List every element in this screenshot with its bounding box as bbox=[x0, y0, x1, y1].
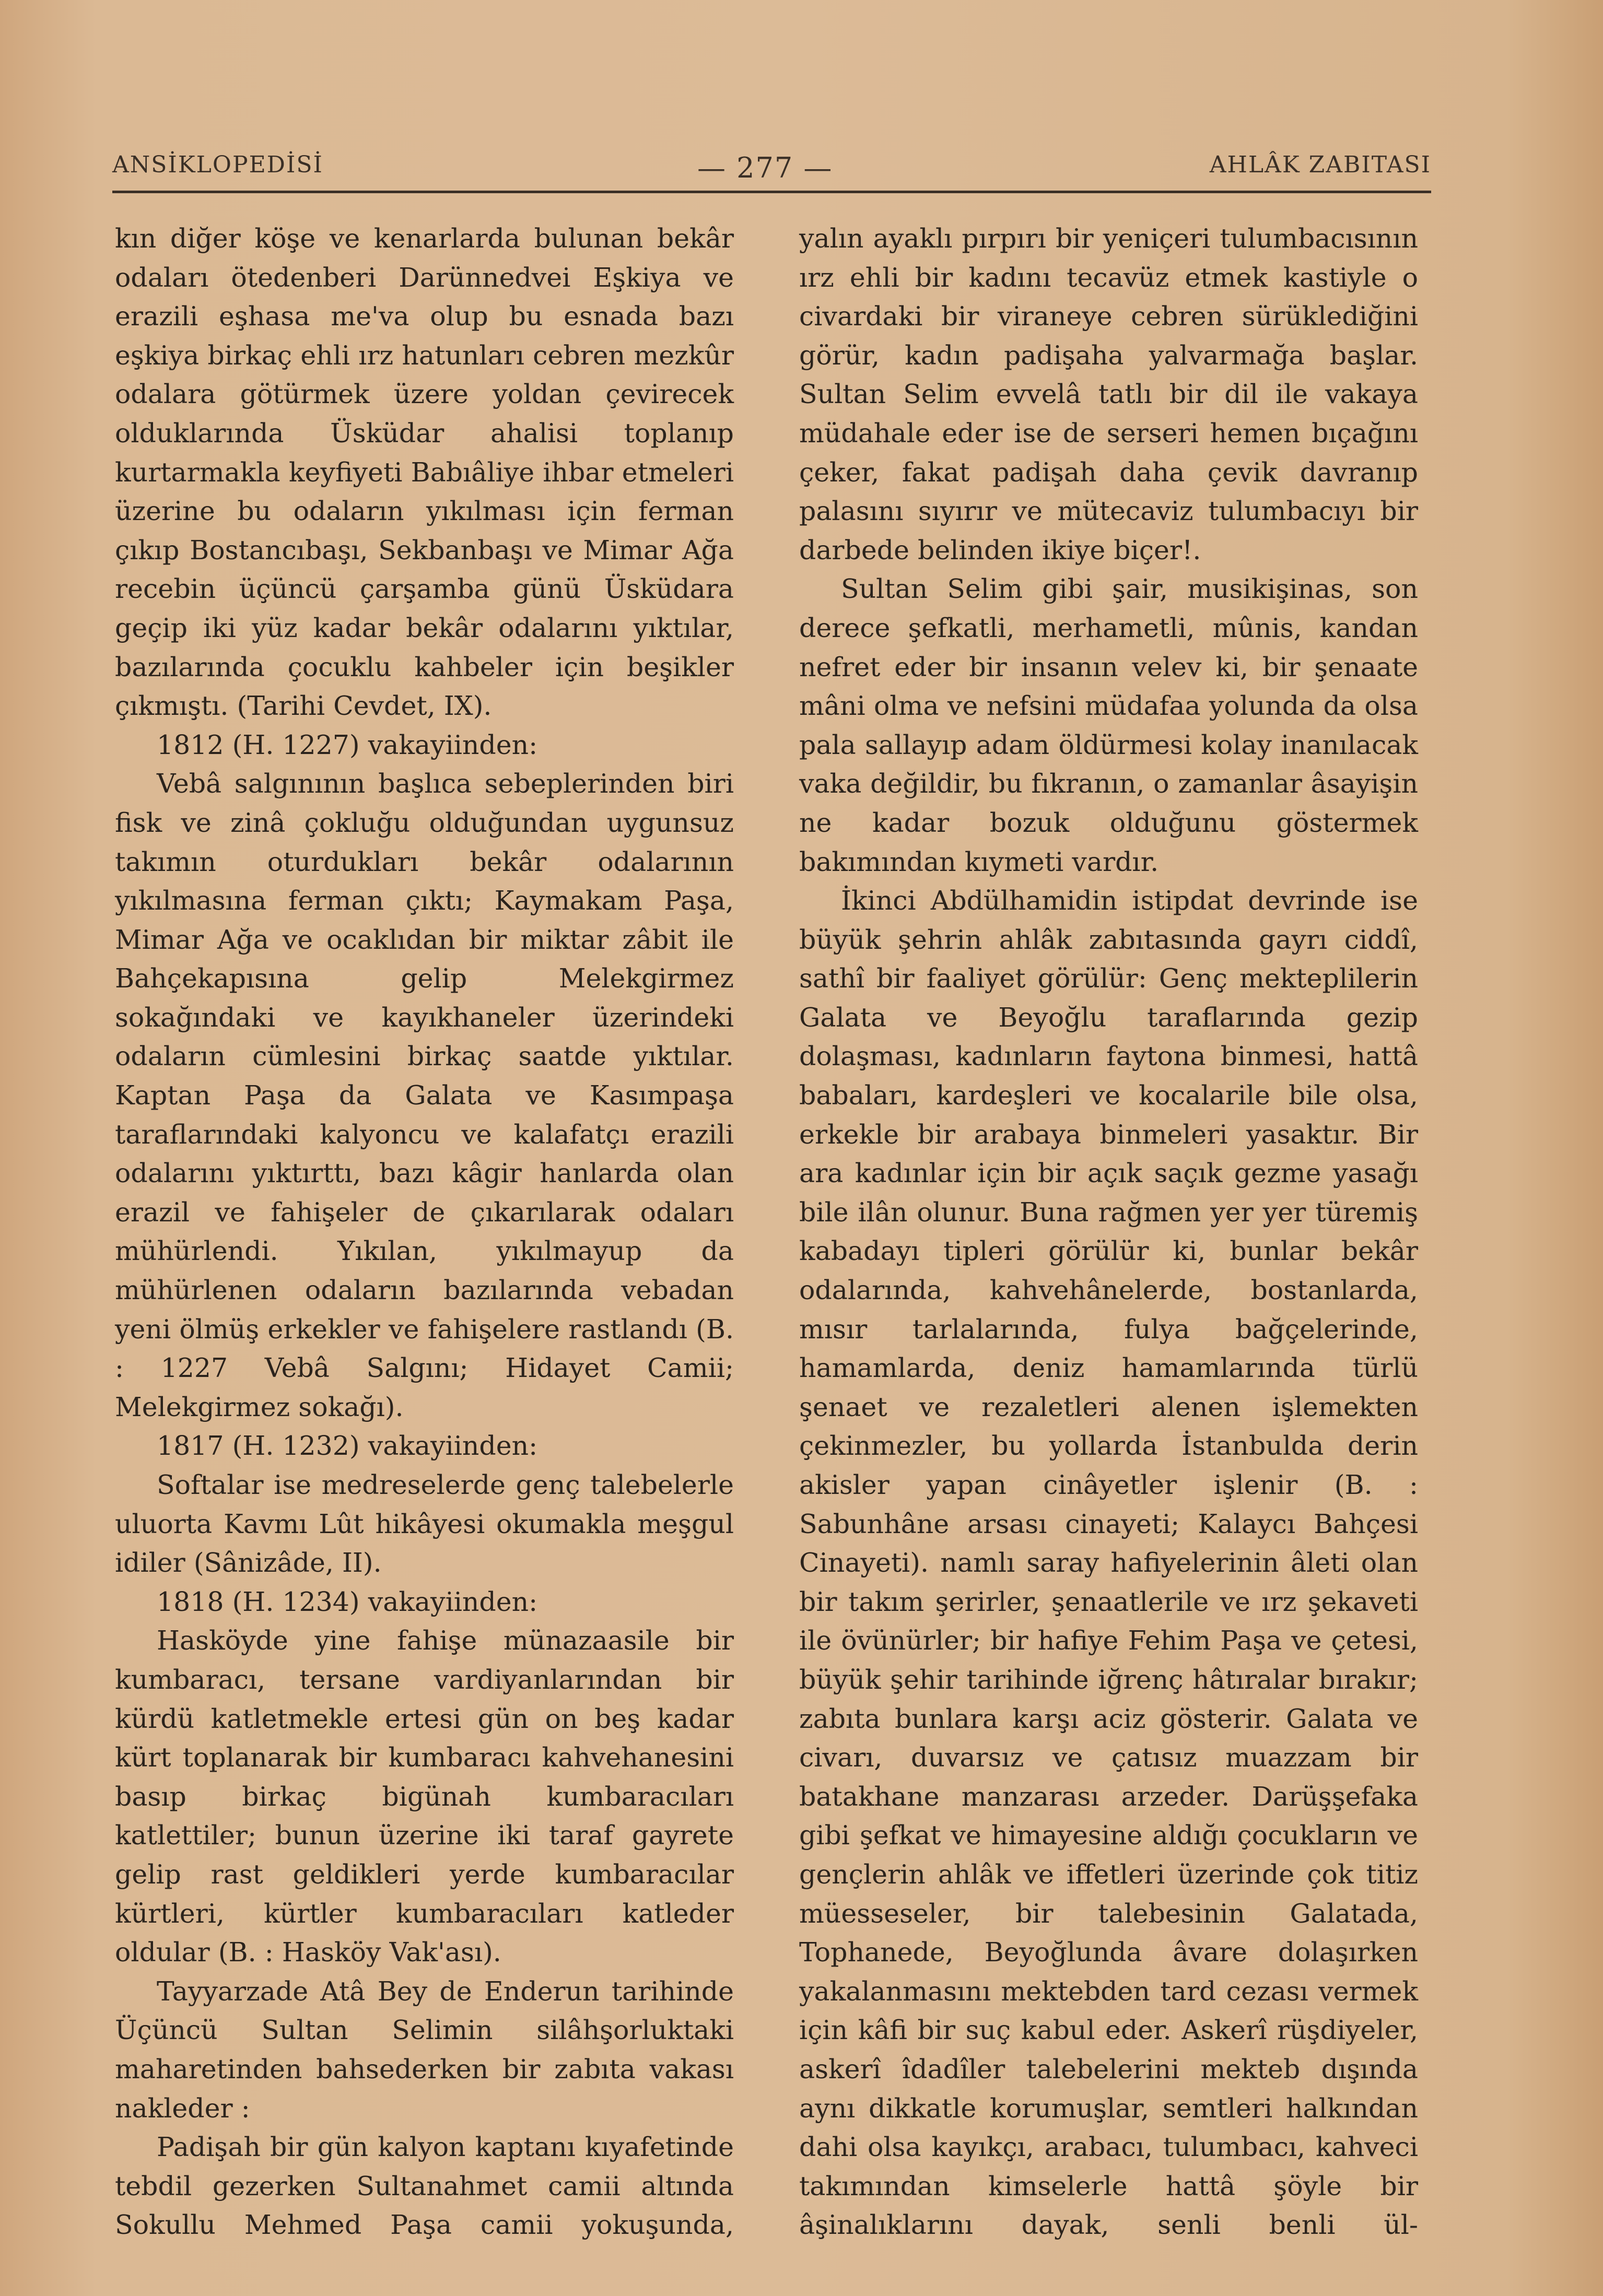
paragraph: Sultan Selim gibi şair, musikişinas, son derece şefkatli, merhametli, mûnis, kandan nefret eder bir insanın velev ki, bir şenaate mâni olma ve nefsini müdafaa yolunda da olsa pala sallayıp adam öldürmesi kolay inanılacak vaka değildir, bu fıkranın, o zamanlar âsayişin ne kadar bozuk olduğunu göstermek bakımından kıymeti vardır. bbox=[799, 573, 1418, 877]
page-header bbox=[112, 151, 1431, 193]
paragraph: Softalar ise medreselerde genç talebelerle uluorta Kavmı Lût hikâyesi okumakla meşgul idiler (Sânizâde, II). bbox=[115, 1469, 734, 1579]
paragraph: 1817 (H. 1232) vakayiinden: bbox=[157, 1430, 538, 1462]
paragraph: İkinci Abdülhamidin istipdat devrinde ise büyük şehrin ahlâk zabıtasında gayrı ciddî, sathî bir faaliyet görülür: Genç mekteplilerin Galata ve Beyoğlu taraflarında gezip dolaşması, kadınların faytona binmesi, hattâ babaları, kardeşleri ve kocalarile bile olsa, erkekle bir arabaya binmeleri yasaktır. Bir ara kadınlar için bir açık saçık gezme yasağı bile ilân olunur. Buna rağmen yer yer türemiş kabadayı tipleri görülür ki, bunlar bekâr odalarında, kahvehânelerde, bostanlarda, mısır tarlalarında, fulya bağçelerinde, hamamlarda, deniz hamamlarında türlü şenaet ve rezaletleri alenen işlemekten çekinmezler, bu yollarda İstanbulda derin akisler yapan cinâyetler işlenir (B. : Sabunhâne arsası cinayeti; Kalaycı Bahçesi Cinayeti). namlı saray hafiyelerinin âleti olan bir takım şerirler, şenaatlerile ve ırz şekaveti ile övünürler; bir hafiye Fehim Paşa ve çetesi, büyük şehir tarihinde iğrenç hâtıralar bırakır; zabıta bunlara karşı aciz gösterir. Galata ve civarı, duvarsız ve çatısız muazzam bir batakhane manzarası arzeder. Darüşşefaka gibi şefkat ve himayesine aldığı çocukların ve gençlerin ahlâk ve iffetleri üzerinde çok titiz müesseseler, bir talebesinin Galatada, Tophanede, Beyoğlunda âvare dolaşırken yakalanmasını mektebden tard cezası vermek için kâfi bir suç kabul eder. Askerî rüşdiyeler, askerî îdadîler talebelerini mekteb dışında aynı dikkatle korumuşlar, semtleri halkından dahi olsa kayıkçı, arabacı, tulumbacı, kahveci takımından kimselerle hattâ şöyle bir âşinalıklarını dayak, senli benli ül- bbox=[799, 885, 1418, 2241]
encyclopedia-title: ANSİKLOPEDİSİ bbox=[112, 151, 323, 178]
right-column bbox=[799, 219, 1418, 2245]
entry-title: AHLÂK ZABITASI bbox=[1209, 151, 1431, 178]
paragraph: Padişah bir gün kalyon kaptanı kıyafetinde tebdil gezerken Sultanahmet camii altında Sokullu Mehmed Paşa camii yokuşunda, bbox=[115, 2132, 734, 2241]
paragraph: kın diğer köşe ve kenarlarda bulunan bekâr odaları ötedenberi Darünnedvei Eşkiya ve erazili eşhasa me'va olup bu esnada bazı eşkiya birkaç ehli ırz hatunları cebren mezkûr odalara götürmek üzere yoldan çevirecek olduklarında Üsküdar ahalisi toplanıp kurtarmakla keyfiyeti Babıâliye ihbar etmeleri üzerine bu odaların yıkılması için ferman çıkıp Bostancıbaşı, Sekbanbaşı ve Mimar Ağa recebin üçüncü çarşamba günü Üsküdara geçip iki yüz kadar bekâr odalarını yıktılar, bazılarında çocuklu kahbeler için beşikler çıkmıştı. (Tarihi Cevdet, IX). bbox=[115, 223, 734, 722]
paragraph: Vebâ salgınının başlıca sebeplerinden biri fisk ve zinâ çokluğu olduğundan uygunsuz takımın oturdukları bekâr odalarının yıkılmasına ferman çıktı; Kaymakam Paşa, Mimar Ağa ve ocaklıdan bir miktar zâbit ile Bahçekapısına gelip Melekgirmez sokağındaki ve kayıkhaneler üzerindeki odaların cümlesini birkaç saatde yıktılar. Kaptan Paşa da Galata ve Kasımpaşa taraflarındaki kalyoncu ve kalafatçı erazili odalarını yıktırttı, bazı kâgir hanlarda olan erazil ve fahişeler de çıkarılarak odaları mühürlendi. Yıkılan, yıkılmayup da mühürlenen odaların bazılarında vebadan yeni ölmüş erkekler ve fahişelere rastlandı (B. : 1227 Vebâ Salgını; Hidayet Camii; Melekgirmez sokağı). bbox=[115, 768, 734, 1422]
header-rule bbox=[112, 191, 1431, 193]
paragraph: Hasköyde yine fahişe münazaasile bir kumbaracı, tersane vardiyanlarından bir kürdü katletmekle ertesi gün on beş kadar kürt toplanarak bir kumbaracı kahvehanesini basıp birkaç bigünah kumbaracıları katlettiler; bunun üzerine iki taraf gayrete gelip rast geldikleri yerde kumbaracılar kürtleri, kürtler kumbaracıları katleder oldular (B. : Hasköy Vak'ası). bbox=[115, 1625, 734, 1968]
left-column bbox=[115, 219, 734, 2245]
page-number: — 277 — bbox=[697, 151, 833, 184]
paragraph: Tayyarzade Atâ Bey de Enderun tarihinde Üçüncü Sultan Selimin silâhşorluktaki maharetinden bahsederken bir zabıta vakası nakleder : bbox=[115, 1975, 734, 2124]
paragraph: 1812 (H. 1227) vakayiinden: bbox=[157, 729, 538, 760]
paragraph: 1818 (H. 1234) vakayiinden: bbox=[157, 1586, 538, 1617]
paragraph: yalın ayaklı pırpırı bir yeniçeri tulumbacısının ırz ehli bir kadını tecavüz etmek kastiyle o civardaki bir viraneye cebren sürüklediğini görür, kadın padişaha yalvarmağa başlar. Sultan Selim evvelâ tatlı bir dil ile vakaya müdahale eder ise de serseri hemen bıçağını çeker, fakat padişah daha çevik davranıp palasını sıyırır ve mütecaviz tulumbacıyı bir darbede belinden ikiye biçer!. bbox=[799, 223, 1418, 566]
